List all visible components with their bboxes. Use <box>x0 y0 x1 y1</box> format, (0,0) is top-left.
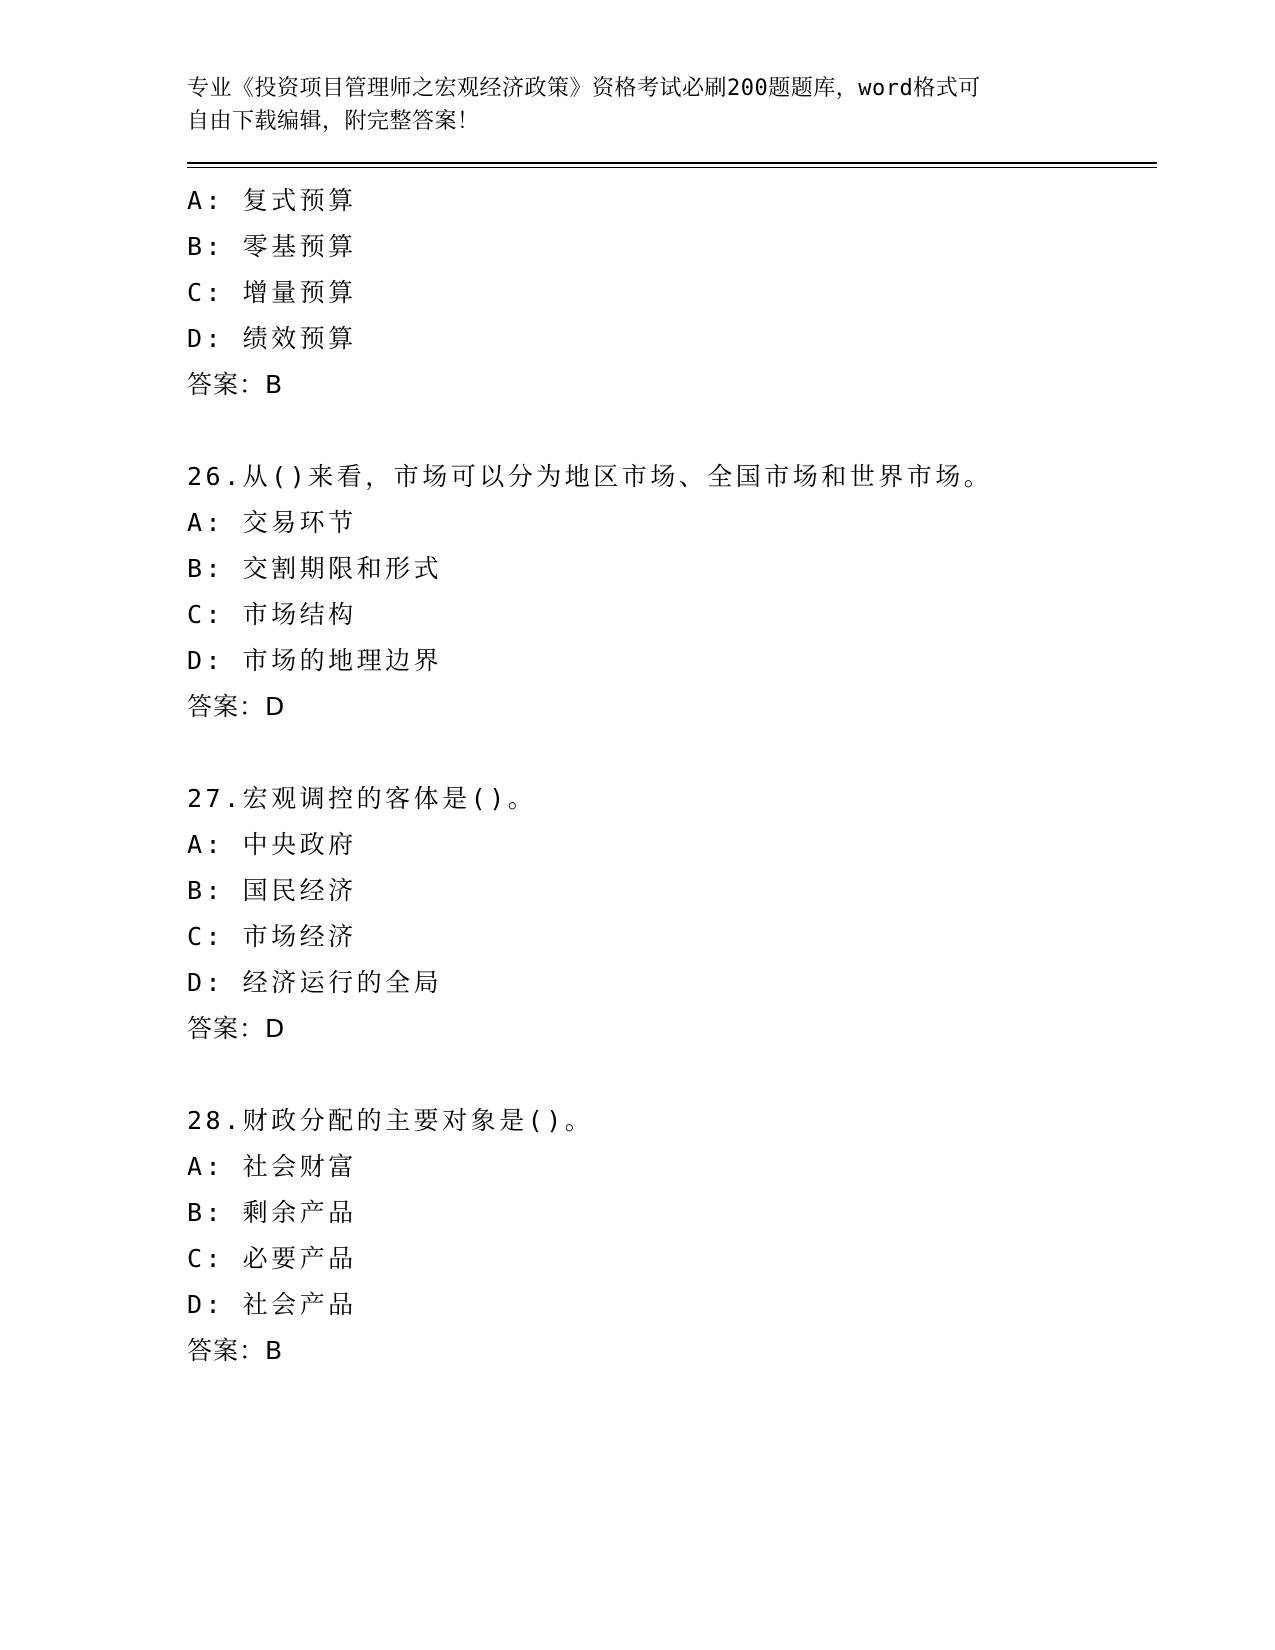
option-a <box>187 1144 1157 1190</box>
option-label: B: <box>187 876 225 905</box>
question-block-26 <box>187 454 1157 730</box>
option-label: C: <box>187 1244 225 1273</box>
option-label: A: <box>187 508 225 537</box>
block-spacer <box>187 730 1157 776</box>
answer-line: 答案：B <box>187 370 284 399</box>
answer-line: 答案：D <box>187 1014 286 1043</box>
option-label: B: <box>187 1198 225 1227</box>
question-block-27 <box>187 776 1157 1052</box>
option-d <box>187 960 1157 1006</box>
option-d <box>187 1282 1157 1328</box>
option-d <box>187 638 1157 684</box>
option-label: C: <box>187 922 225 951</box>
option-c <box>187 270 1157 316</box>
option-d <box>187 316 1157 362</box>
option-text: 剩余产品 <box>242 1198 357 1227</box>
question-text: 27.宏观调控的客体是()。 <box>187 784 537 813</box>
option-label: A: <box>187 186 225 215</box>
option-text: 交割期限和形式 <box>242 554 443 583</box>
option-label: C: <box>187 600 225 629</box>
option-label: C: <box>187 278 225 307</box>
option-c <box>187 1236 1157 1282</box>
header-title-line-1: 专业《投资项目管理师之宏观经济政策》资格考试必刷200题题库，word格式可 <box>187 76 981 101</box>
option-label: D: <box>187 646 225 675</box>
option-text: 经济运行的全局 <box>242 968 443 997</box>
option-label: A: <box>187 1152 225 1181</box>
option-a <box>187 822 1157 868</box>
option-label: D: <box>187 1290 225 1319</box>
option-text: 社会产品 <box>242 1290 357 1319</box>
document-page <box>187 72 1157 1374</box>
question-block-28 <box>187 1098 1157 1374</box>
option-text: 增量预算 <box>242 278 357 307</box>
block-spacer <box>187 1052 1157 1098</box>
document-header <box>187 72 1087 138</box>
header-title-line-2: 自由下载编辑，附完整答案！ <box>187 109 480 134</box>
option-text: 市场经济 <box>242 922 357 951</box>
option-text: 交易环节 <box>242 508 357 537</box>
option-b <box>187 868 1157 914</box>
option-text: 绩效预算 <box>242 324 357 353</box>
option-label: B: <box>187 554 225 583</box>
question-text: 26.从()来看，市场可以分为地区市场、全国市场和世界市场。 <box>187 462 993 491</box>
option-b <box>187 1190 1157 1236</box>
question-text: 28.财政分配的主要对象是()。 <box>187 1106 594 1135</box>
option-b <box>187 546 1157 592</box>
option-b <box>187 224 1157 270</box>
option-c <box>187 592 1157 638</box>
option-text: 零基预算 <box>242 232 357 261</box>
option-text: 国民经济 <box>242 876 357 905</box>
option-label: D: <box>187 324 225 353</box>
option-text: 市场结构 <box>242 600 357 629</box>
block-spacer <box>187 408 1157 454</box>
option-label: A: <box>187 830 225 859</box>
option-label: B: <box>187 232 225 261</box>
option-text: 复式预算 <box>242 186 357 215</box>
option-text: 市场的地理边界 <box>242 646 443 675</box>
option-text: 社会财富 <box>242 1152 357 1181</box>
header-divider <box>187 162 1157 168</box>
answer-line: 答案：D <box>187 692 286 721</box>
option-a <box>187 500 1157 546</box>
option-text: 中央政府 <box>242 830 357 859</box>
option-text: 必要产品 <box>242 1244 357 1273</box>
option-label: D: <box>187 968 225 997</box>
question-list <box>187 178 1157 1374</box>
answer-line: 答案：B <box>187 1336 284 1365</box>
option-a <box>187 178 1157 224</box>
question-block-25 <box>187 178 1157 408</box>
option-c <box>187 914 1157 960</box>
